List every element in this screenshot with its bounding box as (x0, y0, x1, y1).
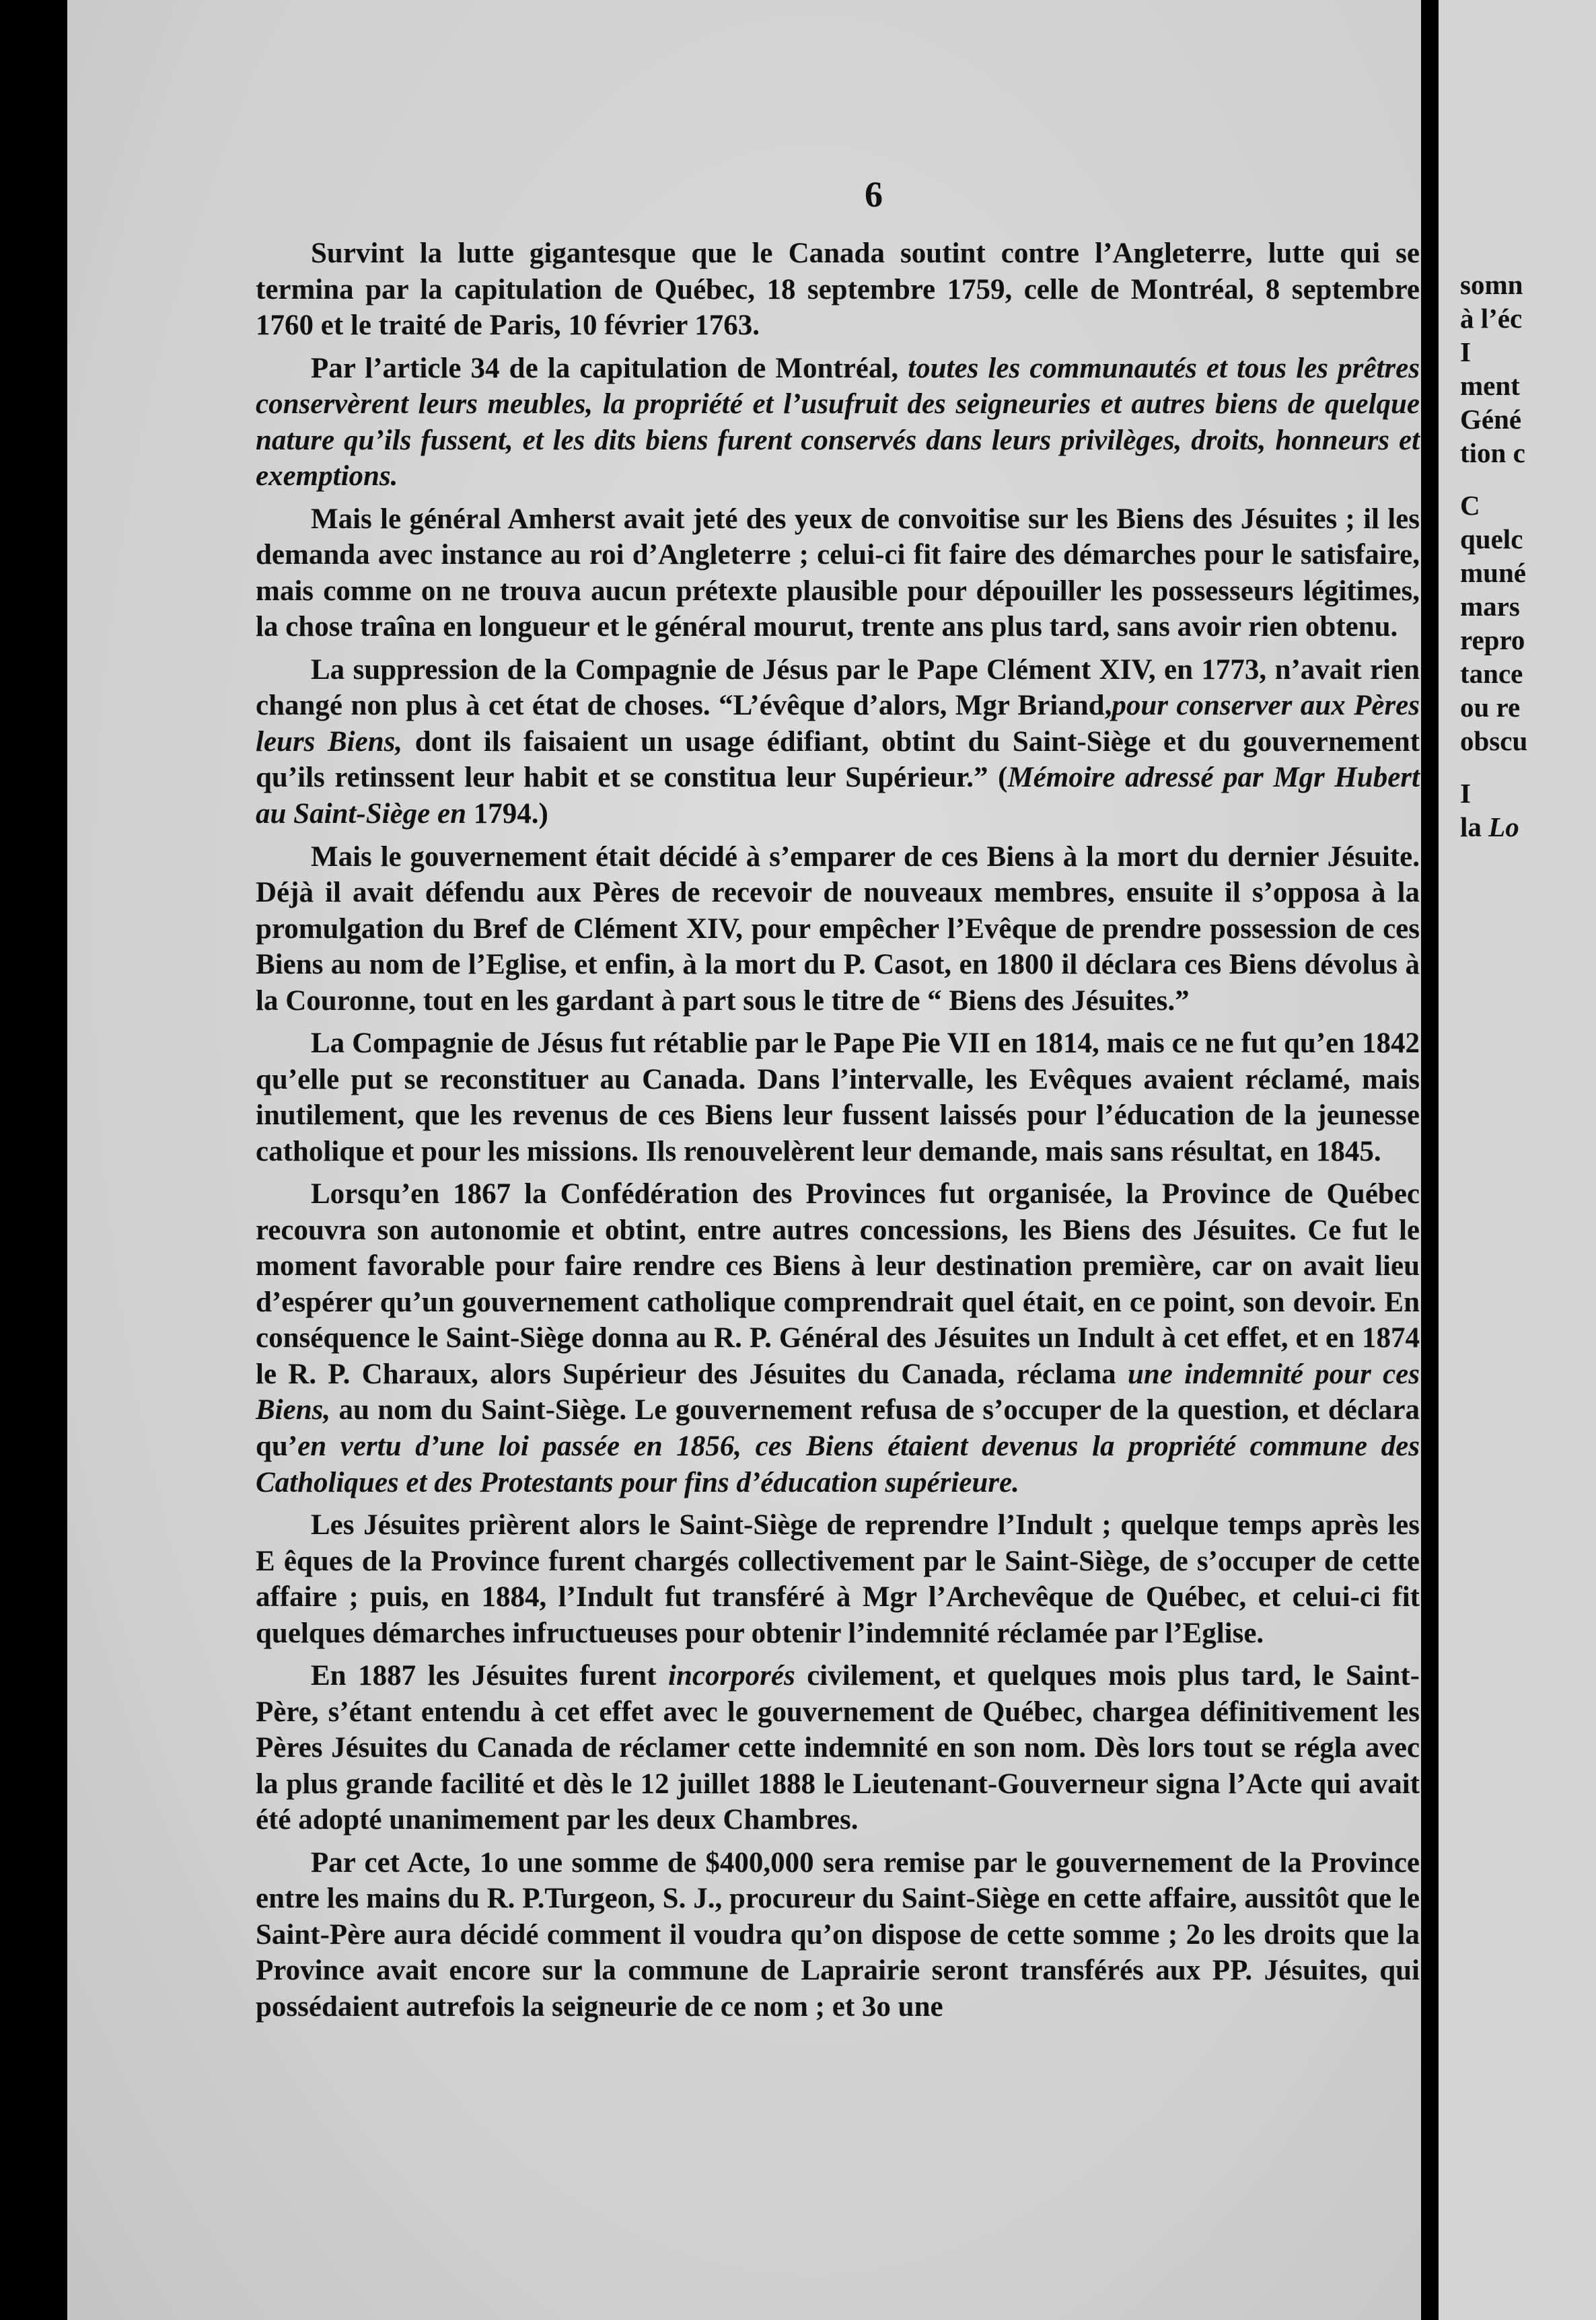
paragraph (256, 351, 1420, 495)
text-run: En 1887 les Jésuites furent (311, 1660, 668, 1692)
text-run: 1794.) (466, 797, 548, 830)
adjacent-page-line (1460, 690, 1527, 724)
page-number: 6 (865, 174, 883, 215)
line-gap (1460, 470, 1527, 488)
adjacent-line-text: repro (1460, 624, 1525, 655)
adjacent-line-text: tion c (1460, 437, 1525, 468)
document-page (67, 0, 1421, 2320)
adjacent-page-lines (1460, 268, 1527, 844)
text-run: Mais le général Amherst avait jeté des yeux de convoitise sur les Biens des Jésuites ; il les demanda avec instance au roi d’Angleterre ; celui-ci fit faire des démarches pour le satisfaire, mais comme on ne trouva aucun prétexte plausible pour dépouiller les possesseurs légitimes, la chose traîna en longueur et le général mourut, trente ans plus tard, sans avoir rien obtenu. (256, 503, 1420, 643)
paragraph (256, 235, 1420, 344)
adjacent-page-line (1460, 810, 1527, 844)
line-gap (1460, 758, 1527, 776)
adjacent-page-line (1460, 623, 1527, 657)
adjacent-line-text: quelc (1460, 523, 1523, 554)
text-run: Mais le gouvernement était décidé à s’emparer de ces Biens à la mort du dernier Jésuite. Déjà il avait défendu aux Pères de recevoir de nouveaux membres, ensuite il s’opposa à la promulgation du Bref de Clément XIV, pour empêcher l’Evêque de prendre possession de ces Biens au nom de l’Eglise, et enfin, à la mort du P. Casot, en 1800 il déclara ces Biens dévolus à la Couronne, tout en les gardant à part sous le titre de “ Biens des Jésuites.” (256, 840, 1420, 1017)
paragraph (256, 652, 1420, 832)
adjacent-line-text: I (1460, 778, 1471, 809)
text-run: Par l’article 34 de la capitulation de Montréal, (311, 352, 908, 384)
adjacent-line-text: Géné (1460, 404, 1522, 435)
text-run: Par cet Acte, 1o une somme de $400,000 sera remise par le gouvernement de la Province entre les mains du R. P.Turgeon, S. J., procureur du Saint-Siège en cette affaire, aussitôt que le Saint-Père aura décidé comment il voudra qu’on dispose de cette somme ; 2o les droits que la Province avait encore sur la commune de Laprairie seront transférés aux PP. Jésuites, qui possédaient autrefois la seigneurie de ce nom ; et 3o une (256, 1846, 1420, 2023)
paragraph (256, 501, 1420, 645)
adjacent-page-line (1460, 657, 1527, 690)
italic-text-run: incorporés (668, 1660, 795, 1692)
italic-text-run: une indemnité pour ces Biens, (256, 1358, 1420, 1426)
adjacent-page-fragment (1439, 0, 1596, 2320)
adjacent-line-text: la (1460, 811, 1489, 842)
adjacent-line-text: I (1460, 336, 1471, 367)
adjacent-line-text: muné (1460, 557, 1526, 588)
text-run: La suppression de la Compagnie de Jésus par le Pape Clément XIV, en 1773, n’avait rien changé non plus à cet état de choses. “L’évêque d’alors, Mgr Briand, (256, 653, 1420, 722)
adjacent-line-text: ou re (1460, 692, 1521, 723)
paragraph (256, 839, 1420, 1019)
text-run: Survint la lutte gigantesque que le Canada soutint contre l’Angleterre, lutte qui se termina par la capitulation de Québec, 18 septembre 1759, celle de Montréal, 8 septembre 1760 et le traité de Paris, 10 février 1763. (256, 238, 1420, 342)
adjacent-page-line (1460, 436, 1527, 470)
adjacent-page-line (1460, 301, 1527, 335)
text-run: Lorsqu’en 1867 la Confédération des Provinces fut organisée, la Province de Québec recouvra son autonomie et obtint, entre autres concessions, les Biens des Jésuites. Ce fut le moment favorable pour faire rendre ces Biens à leur destination première, car on avait lieu d’espérer qu’un gouvernement catholique comprendrait quel était, en ce point, son devoir. En conséquence le Saint-Siège donna au R. P. Général des Jésuites un Indult à cet effet, et en 1874 le R. P. Charaux, alors Supérieur des Jésuites du Canada, réclama (256, 1178, 1420, 1390)
adjacent-line-text: tance (1460, 658, 1523, 689)
italic-text-run: pour conserver aux Pères leurs Biens, (256, 690, 1420, 758)
adjacent-line-text: à l’éc (1460, 303, 1523, 334)
adjacent-page-line (1460, 724, 1527, 758)
adjacent-page-line (1460, 488, 1527, 522)
adjacent-line-text: mars (1460, 591, 1520, 622)
adjacent-line-text: ment (1460, 370, 1520, 401)
paragraph (256, 1658, 1420, 1838)
adjacent-page-line (1460, 776, 1527, 810)
paragraph (256, 1176, 1420, 1500)
text-run: dont ils faisaient un usage édifiant, obtint du Saint-Siège et du gouvernement qu’ils retinssent leur habit et se constitua leur Supérieur.” ( (256, 725, 1420, 794)
paragraph (256, 1845, 1420, 2025)
body-text (256, 235, 1420, 2032)
adjacent-page-line (1460, 369, 1527, 402)
adjacent-page-line (1460, 589, 1527, 623)
text-run: civilement, et quelques mois plus tard, le Saint-Père, s’étant entendu à cet effet avec le gouvernement de Québec, chargea définitivement les Pères Jésuites du Canada de réclamer cette indemnité en son nom. Dès lors tout se régla avec la plus grande facilité et dès le 12 juillet 1888 le Lieutenant-Gouverneur signa l’Acte qui avait été adopté unanimement par les deux Chambres. (256, 1660, 1420, 1836)
scan-left-edge (0, 0, 67, 2320)
text-run: Les Jésuites prièrent alors le Saint-Siège de reprendre l’Indult ; quelque temps après les E êques de la Province furent chargés collectivement par le Saint-Siège, de s’occuper de cette affaire ; puis, en 1884, l’Indult fut transféré à Mgr l’Archevêque de Québec, et celui-ci fit quelques démarches infructueuses pour obtenir l’indemnité réclamée par l’Eglise. (256, 1509, 1420, 1649)
adjacent-line-text: obscu (1460, 725, 1528, 756)
text-run: La Compagnie de Jésus fut rétablie par le Pape Pie VII en 1814, mais ce ne fut qu’en 1842 qu’elle put se reconstituer au Canada. Dans l’intervalle, les Evêques avaient réclamé, mais inutilement, que les revenus de ces Biens leur fussent laissés pour l’éducation de la jeunesse catholique et pour les missions. Ils renouvelèrent leur demande, mais sans résultat, en 1845. (256, 1027, 1420, 1167)
italic-text-run: en vertu d’une loi passée en 1856, ces Biens étaient devenus la propriété commune des Catholiques et des Protestants pour fins d’éducation supérieure. (256, 1430, 1420, 1498)
paragraph (256, 1507, 1420, 1651)
adjacent-line-text: somn (1460, 269, 1523, 300)
italic-text-run: toutes les communautés et tous les prêtres conservèrent leurs meubles, la propriété et l’usufruit des seigneuries et autres biens de quelque nature qu’ils fussent, et les dits biens furent conservés dans leurs privilèges, droits, honneurs et exemptions. (256, 352, 1420, 493)
adjacent-page-line (1460, 556, 1527, 589)
adjacent-line-italic-text: Lo (1488, 811, 1519, 842)
text-run: au nom du Saint-Siège. Le gouvernement refusa de s’occuper de la question, et déclara qu’ (256, 1394, 1420, 1462)
adjacent-page-line (1460, 335, 1527, 369)
adjacent-page-line (1460, 268, 1527, 301)
adjacent-page-line (1460, 522, 1527, 556)
adjacent-line-text: C (1460, 490, 1480, 521)
paragraph (256, 1025, 1420, 1169)
adjacent-page-line (1460, 402, 1527, 436)
italic-text-run: Mémoire adressé par Mgr Hubert au Saint-Siège en (256, 762, 1420, 830)
book-gutter (1421, 0, 1439, 2320)
